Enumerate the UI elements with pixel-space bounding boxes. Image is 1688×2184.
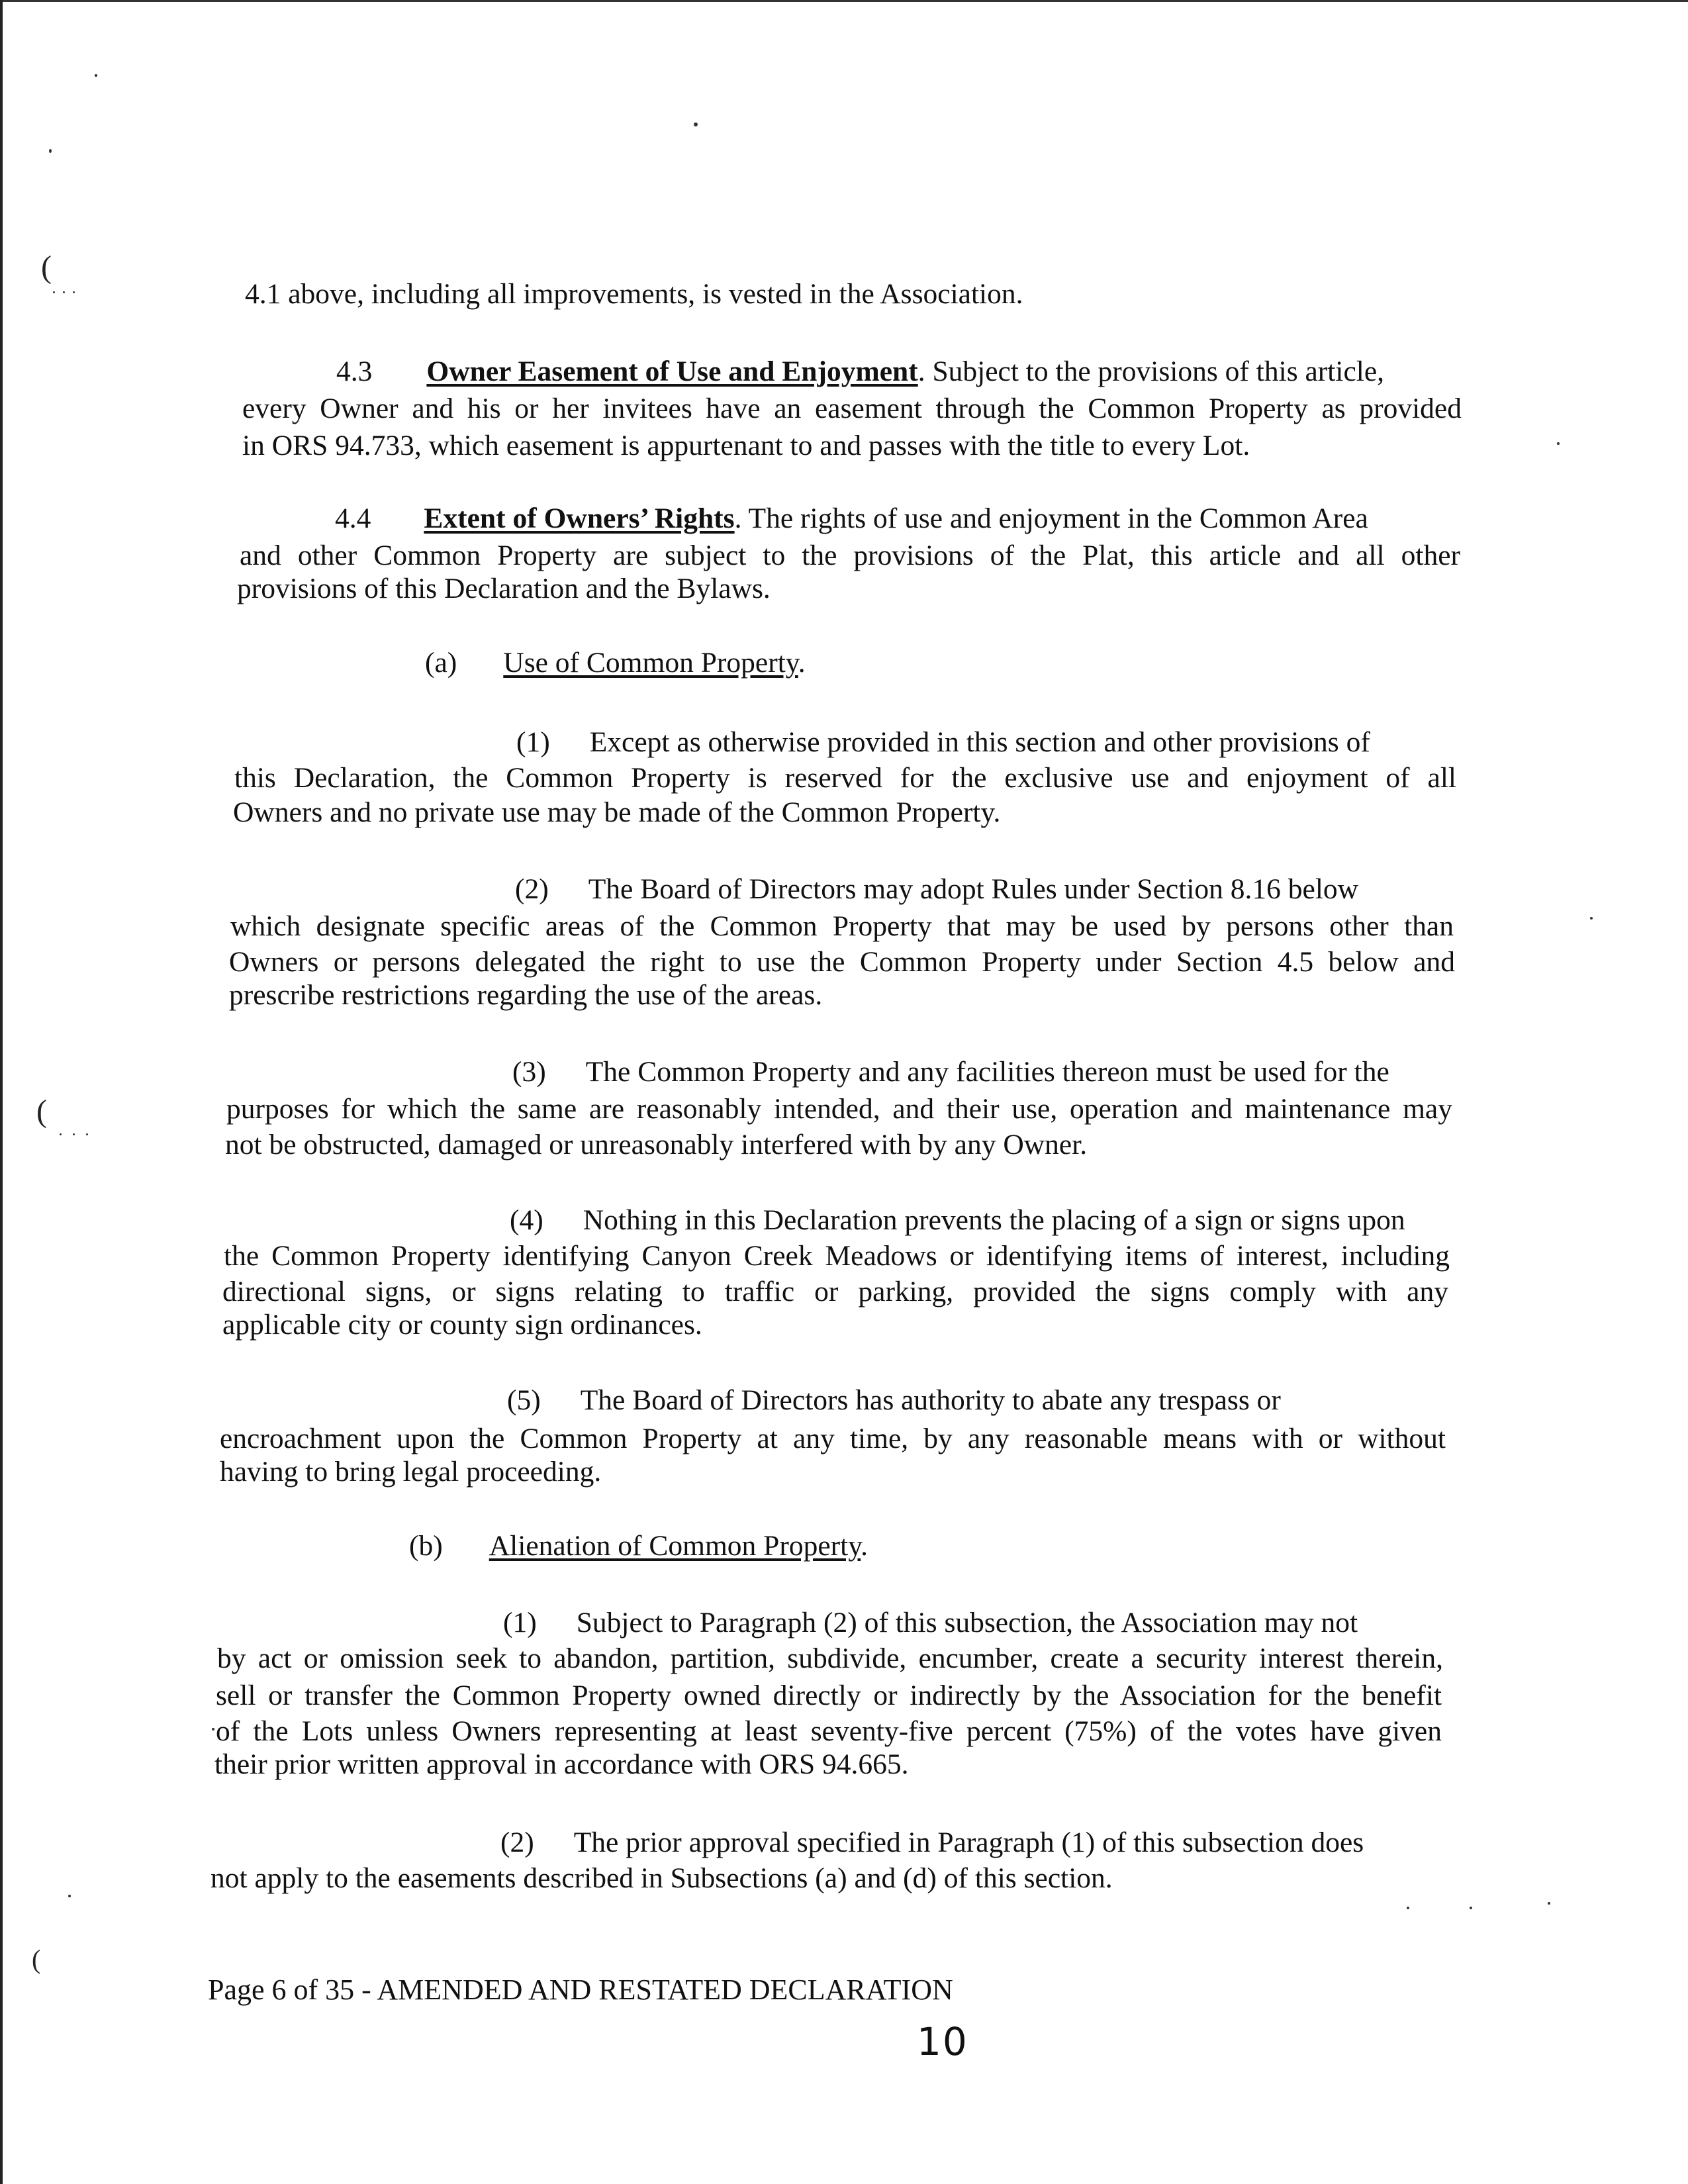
scan-speck (63, 291, 65, 293)
subsection-title-end: . (798, 647, 806, 679)
subsection-title: Alienation of Common Property (489, 1530, 861, 1562)
paragraph-number: (2) (515, 873, 549, 905)
paragraph-a1-line: Owners and no private use may be made of the Common Property. (233, 796, 1001, 828)
paragraph-text: The prior approval specified in Paragraph (1) of this subsection does (573, 1827, 1364, 1858)
scan-speck (53, 291, 55, 293)
scan-edge-top (0, 0, 1688, 2)
paragraph-b1-line: sell or transfer the Common Property owned directly or indirectly by the Association for the benefit (216, 1680, 1442, 1711)
paragraph-a3-line: not be obstructed, damaged or unreasonably interfered with by any Owner. (225, 1129, 1088, 1161)
paragraph-number: (3) (512, 1056, 546, 1088)
margin-mark: ( (36, 1094, 47, 1129)
paragraph-a1-line: this Declaration, the Common Property is reserved for the exclusive use and enjoyment of all (234, 762, 1456, 794)
paragraph-a2-first-line (515, 875, 1358, 904)
scan-speck (49, 149, 52, 153)
page-footer: Page 6 of 35 - AMENDED AND RESTATED DECLARATION (208, 1973, 953, 2006)
section-4-3-line: every Owner and his or her invitees have an easement through the Common Property as provided (242, 393, 1462, 424)
subsection-title-end: . (861, 1530, 868, 1562)
paragraph-text: The Board of Directors may adopt Rules under Section 8.16 below (588, 873, 1359, 905)
paragraph-a4-line: the Common Property identifying Canyon Creek Meadows or identifying items of interest, including (224, 1240, 1450, 1272)
section-heading: Owner Easement of Use and Enjoyment (426, 356, 918, 387)
paragraph-number: (2) (500, 1827, 534, 1858)
paragraph-a5-line: having to bring legal proceeding. (220, 1456, 602, 1488)
scan-speck (73, 291, 75, 293)
paragraph-text: The Board of Directors has authority to abate any trespass or (580, 1384, 1281, 1416)
scan-speck (95, 74, 97, 77)
paragraph-text: Subject to Paragraph (2) of this subsection, the Association may not (576, 1607, 1358, 1638)
scan-speck (1470, 1907, 1472, 1909)
section-number: 4.4 (335, 502, 371, 534)
paragraph-a5-line: encroachment upon the Common Property at any time, by any reasonable means with or without (220, 1423, 1446, 1454)
scan-speck (212, 1728, 214, 1731)
section-4-4-line: and other Common Property are subject to the provisions of the Plat, this article and all other (240, 540, 1460, 571)
paragraph-a3-first-line (512, 1058, 1389, 1087)
paragraph-b1-first-line (503, 1609, 1358, 1638)
section-4-4-line: provisions of this Declaration and the Bylaws. (237, 573, 771, 604)
paragraph-number: (4) (510, 1204, 543, 1236)
paragraph-a5-first-line (507, 1386, 1281, 1415)
scan-edge-left (0, 0, 3, 2184)
paragraph-b2-first-line (500, 1828, 1364, 1858)
handwritten-page-number: 10 (917, 2019, 968, 2064)
paragraph-b1-line: by act or omission seek to abandon, partition, subdivide, encumber, create a security interest therein, (217, 1642, 1443, 1674)
paragraph-b1-line: their prior written approval in accordance with ORS 94.665. (214, 1748, 909, 1780)
paragraph-b2-line: not apply to the easements described in Subsections (a) and (d) of this section. (211, 1862, 1113, 1894)
paragraph-text: Nothing in this Declaration prevents the placing of a sign or signs upon (583, 1204, 1405, 1236)
paragraph-a3-line: purposes for which the same are reasonably intended, and their use, operation and maintenance may (226, 1093, 1452, 1125)
paragraph-a4-line: directional signs, or signs relating to traffic or parking, provided the signs comply with any (222, 1276, 1448, 1307)
section-4-4-first-line (335, 504, 1368, 534)
scan-speck (1590, 917, 1593, 920)
margin-mark: ( (41, 250, 52, 285)
paragraph-number: (1) (503, 1607, 537, 1638)
scan-speck (694, 122, 698, 126)
subsection-b-heading (409, 1532, 868, 1561)
paragraph-number: (5) (507, 1384, 541, 1416)
paragraph-text: Except as otherwise provided in this section and other provisions of (589, 726, 1370, 758)
scan-speck (1557, 442, 1560, 445)
section-heading: Extent of Owners’ Rights (424, 502, 735, 534)
paragraph-number: (1) (516, 726, 550, 758)
section-4-3-first-line (336, 357, 1384, 387)
scan-speck (68, 1895, 71, 1897)
paragraph-a2-line: which designate specific areas of the Common Property that may be used by persons other than (230, 910, 1454, 942)
paragraph-a4-line: applicable city or county sign ordinances. (222, 1309, 702, 1341)
paragraph-a2-line: prescribe restrictions regarding the use of the areas. (229, 979, 823, 1011)
section-number: 4.3 (336, 356, 373, 387)
paragraph-a1-first-line (516, 728, 1370, 757)
scan-speck (60, 1133, 62, 1135)
scan-speck (86, 1133, 88, 1135)
paragraph-text: The Common Property and any facilities thereon must be used for the (585, 1056, 1389, 1088)
paragraph-b1-line: of the Lots unless Owners representing at least seventy-five percent (75%) of the votes have given (216, 1715, 1442, 1747)
subsection-a-heading (425, 649, 806, 678)
scan-speck (1407, 1907, 1409, 1909)
section-text: . The rights of use and enjoyment in the Common Area (734, 502, 1368, 534)
scan-speck (73, 1133, 75, 1135)
subsection-label: (b) (409, 1530, 443, 1562)
paragraph-a2-line: Owners or persons delegated the right to use the Common Property under Section 4.5 below and (229, 946, 1455, 978)
subsection-label: (a) (425, 647, 457, 679)
subsection-title: Use of Common Property (503, 647, 798, 679)
section-4-3-line: in ORS 94.733, which easement is appurtenant to and passes with the title to every Lot. (242, 430, 1250, 461)
opening-line: 4.1 above, including all improvements, is vested in the Association. (245, 278, 1023, 310)
scan-speck (1548, 1902, 1550, 1905)
section-text: . Subject to the provisions of this article, (917, 356, 1385, 387)
margin-mark: ( (32, 1944, 41, 1974)
paragraph-a4-first-line (510, 1206, 1405, 1235)
